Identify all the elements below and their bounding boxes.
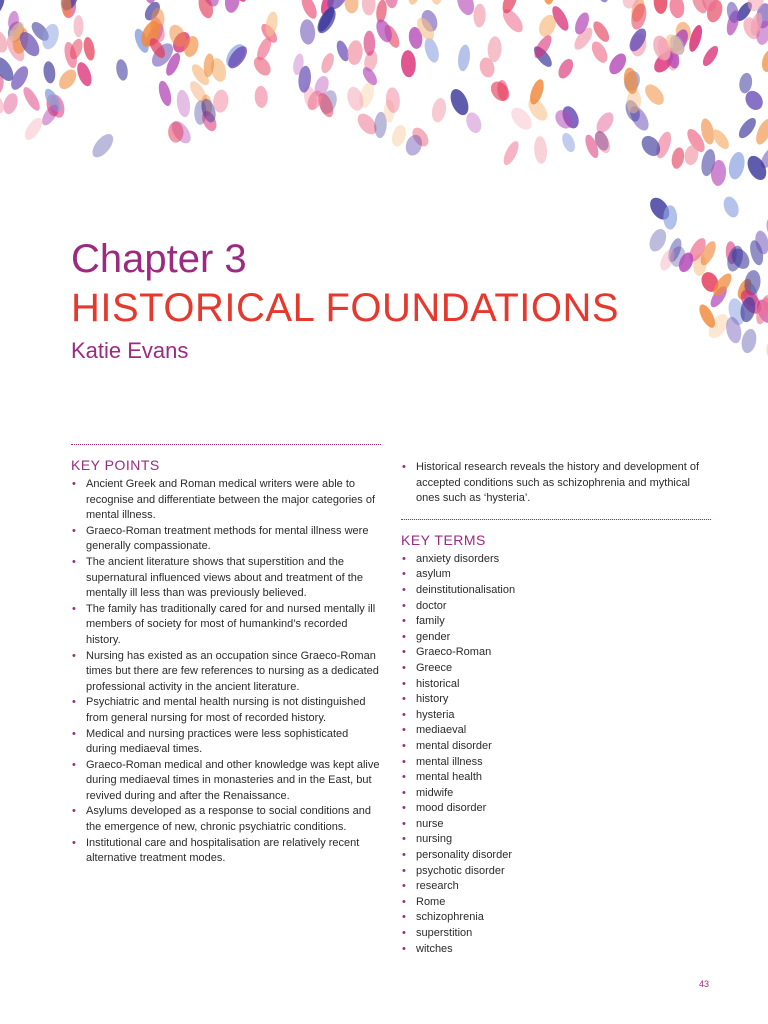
confetti-dot	[589, 39, 611, 65]
key-point-item: • Historical research reveals the history and development of accepted conditions such as schizophrenia and mythical ones such as ‘hysteria’.	[401, 460, 711, 507]
key-points-continued-list	[401, 460, 711, 507]
key-points-heading: KEY POINTS	[71, 457, 160, 473]
confetti-dot	[20, 85, 43, 113]
key-term-item: • gender	[401, 630, 711, 646]
key-terms-heading: KEY TERMS	[401, 531, 486, 548]
confetti-dot	[668, 0, 686, 19]
confetti-dot	[760, 48, 768, 73]
key-term-item: • superstition	[401, 926, 711, 942]
key-point-item: • Institutional care and hospitalisation are relatively recent alternative treatment modes.	[71, 836, 381, 867]
confetti-dot	[74, 60, 94, 88]
confetti-dot	[406, 0, 424, 6]
confetti-dot	[641, 81, 667, 108]
confetti-dot	[319, 51, 336, 75]
confetti-dot	[738, 72, 754, 94]
confetti-dot	[543, 0, 555, 5]
key-term-item: • Graeco-Roman	[401, 645, 711, 661]
confetti-dot	[115, 58, 129, 81]
confetti-dot	[555, 56, 576, 80]
confetti-dot	[721, 194, 742, 219]
confetti-dot	[89, 130, 118, 161]
confetti-dot	[430, 97, 448, 124]
key-term-item: • schizophrenia	[401, 910, 711, 926]
confetti-dot	[42, 61, 56, 84]
confetti-dot	[344, 0, 359, 14]
confetti-dot	[390, 123, 409, 148]
confetti-dot	[763, 339, 768, 366]
confetti-dot	[457, 44, 472, 72]
key-term-item: • hysteria	[401, 708, 711, 724]
confetti-dot	[422, 36, 442, 64]
confetti-dot	[299, 0, 320, 21]
key-term-item: • research	[401, 879, 711, 895]
confetti-dot	[56, 66, 80, 92]
confetti-dot	[346, 39, 364, 65]
key-term-item: • mediaeval	[401, 723, 711, 739]
confetti-dot	[400, 50, 416, 78]
key-term-item: • doctor	[401, 599, 711, 615]
confetti-dot	[560, 131, 578, 154]
confetti-dot	[363, 31, 375, 56]
key-point-item: • Graeco-Roman treatment methods for mental illness were generally compassionate.	[71, 524, 381, 555]
key-point-item: • Medical and nursing practices were less sophisticated during mediaeval times.	[71, 727, 381, 758]
confetti-dot	[74, 15, 84, 37]
confetti-dot	[223, 0, 241, 14]
key-term-item: • nursing	[401, 832, 711, 848]
confetti-dot	[590, 19, 612, 45]
key-terms-list	[401, 552, 711, 957]
confetti-dot	[299, 19, 316, 45]
key-point-item: • The ancient literature shows that superstition and the supernatural influenced views about and treatment of the mentally ill less than was previously believed.	[71, 555, 381, 602]
key-points-list	[71, 477, 381, 867]
confetti-dot	[739, 327, 758, 354]
key-term-item: • psychotic disorder	[401, 864, 711, 880]
key-term-item: • Rome	[401, 895, 711, 911]
key-term-item: • Greece	[401, 661, 711, 677]
section-divider	[71, 444, 381, 445]
key-term-item: • asylum	[401, 567, 711, 583]
key-term-item: • mental illness	[401, 755, 711, 771]
confetti-dot	[501, 139, 522, 167]
key-point-item: • Ancient Greek and Roman medical writers were able to recognise and differentiate between the major categories of mental illness.	[71, 477, 381, 524]
confetti-dot	[653, 0, 668, 14]
confetti-dot	[156, 79, 173, 107]
key-term-item: • anxiety disorders	[401, 552, 711, 568]
chapter-header	[71, 236, 619, 364]
key-term-item: • mood disorder	[401, 801, 711, 817]
confetti-dot	[447, 86, 472, 117]
confetti-dot	[362, 0, 376, 16]
section-divider	[401, 519, 711, 520]
key-point-item: • Nursing has existed as an occupation since Graeco-Roman times but there are few references to nursing as a dedicated professional activity in the ancient literature.	[71, 649, 381, 696]
confetti-dot	[473, 3, 486, 27]
chapter-title: HISTORICAL FOUNDATIONS	[71, 286, 620, 330]
confetti-dot	[1, 91, 20, 116]
confetti-dot	[533, 136, 548, 165]
key-point-item: • Psychiatric and mental health nursing is not distinguished from general nursing for most of recorded history.	[71, 695, 381, 726]
confetti-dot	[646, 226, 669, 254]
confetti-dot	[464, 110, 484, 135]
key-term-item: • deinstitutionalisation	[401, 583, 711, 599]
confetti-dot	[0, 0, 8, 21]
confetti-dot	[726, 151, 746, 181]
key-term-item: • mental disorder	[401, 739, 711, 755]
confetti-dot	[487, 36, 502, 62]
key-point-item: • Graeco-Roman medical and other knowledge was kept alive during mediaeval times in monasteries and in the East, but revived during and after the Renaissance.	[71, 758, 381, 805]
confetti-dot	[429, 0, 443, 5]
page-number: 43	[699, 979, 710, 989]
key-term-item: • historical	[401, 677, 711, 693]
confetti-dot	[736, 115, 759, 141]
key-term-item: • personality disorder	[401, 848, 711, 864]
confetti-dot	[700, 44, 721, 69]
confetti-dot	[82, 36, 96, 61]
key-term-item: • nurse	[401, 817, 711, 833]
key-term-item: • mental health	[401, 770, 711, 786]
chapter-author: Katie Evans	[71, 338, 189, 363]
confetti-dot	[595, 0, 611, 4]
confetti-dot	[21, 115, 45, 143]
confetti-dot	[254, 86, 268, 109]
key-term-item: • witches	[401, 942, 711, 958]
key-term-item: • history	[401, 692, 711, 708]
confetti-dot	[663, 205, 677, 229]
confetti-dot	[670, 146, 686, 169]
key-term-item: • midwife	[401, 786, 711, 802]
chapter-number: Chapter 3	[71, 237, 247, 281]
key-term-item: • family	[401, 614, 711, 630]
confetti-dot	[175, 89, 191, 118]
key-point-item: • Asylums developed as a response to social conditions and the emergence of new, chronic psychiatric conditions.	[71, 804, 381, 835]
key-point-item: • The family has traditionally cared for and nursed mentally ill members of society for most of humankind’s recorded history.	[71, 602, 381, 649]
right-column	[401, 460, 711, 957]
key-points-section	[71, 444, 381, 867]
confetti-dot	[593, 109, 617, 136]
